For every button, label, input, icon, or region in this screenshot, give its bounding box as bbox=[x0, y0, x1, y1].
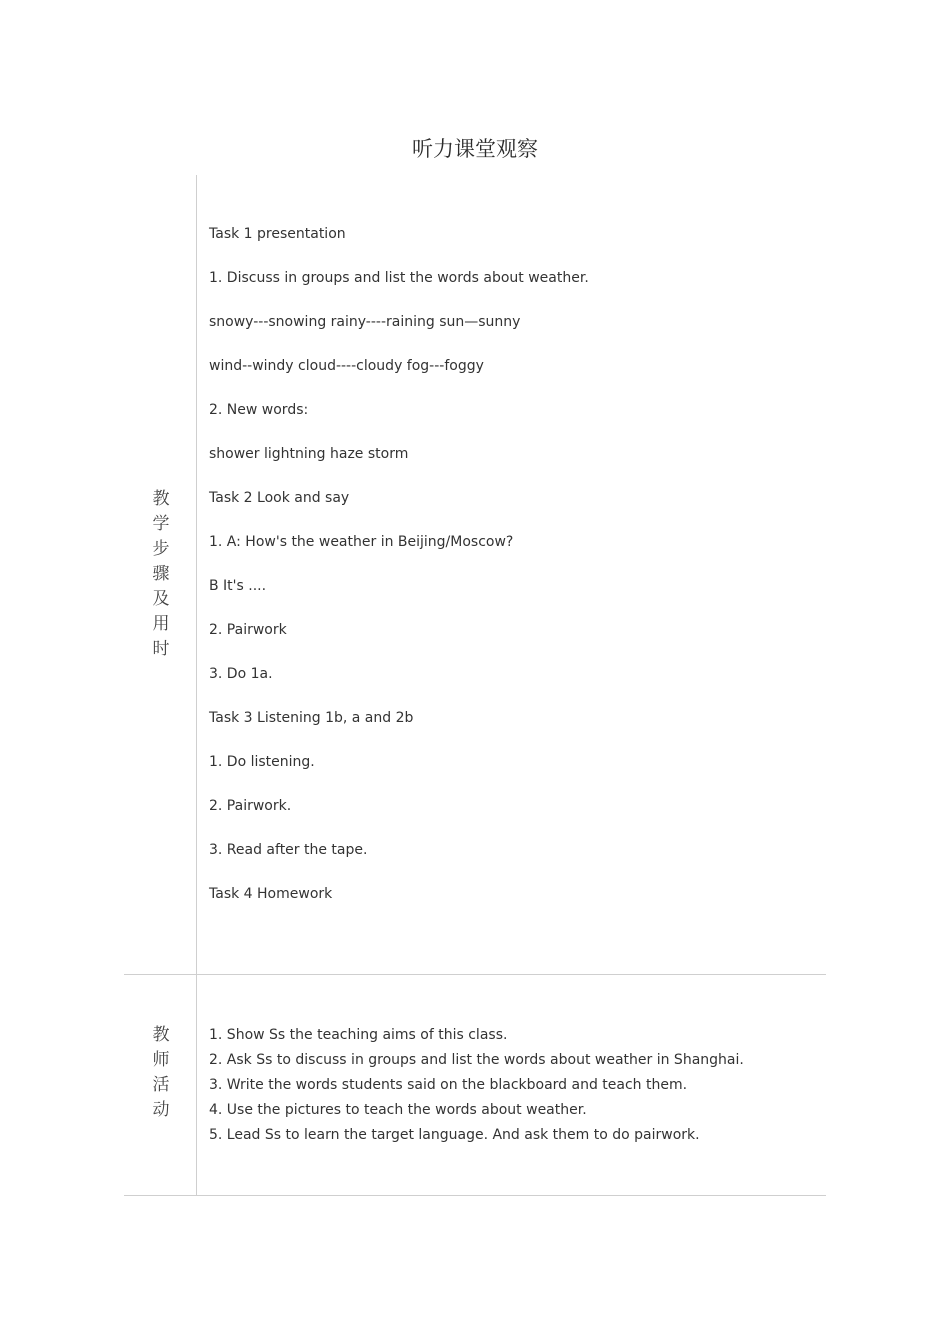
step-line: 2. Pairwork. bbox=[209, 798, 292, 814]
label-char: 学 bbox=[152, 514, 170, 534]
step-line: 2. Pairwork bbox=[209, 622, 287, 638]
page-title: 听力课堂观察 bbox=[412, 137, 538, 161]
label-char: 时 bbox=[152, 639, 170, 659]
step-line: shower lightning haze storm bbox=[209, 446, 409, 462]
activity-line: 1. Show Ss the teaching aims of this class. bbox=[209, 1027, 508, 1043]
step-line: B It's .... bbox=[209, 578, 267, 594]
label-char: 教 bbox=[152, 489, 170, 509]
table-bottom-border bbox=[124, 1195, 826, 1196]
step-line: 1. A: How's the weather in Beijing/Moscow? bbox=[209, 534, 514, 550]
step-line: 2. New words: bbox=[209, 402, 309, 418]
step-line: Task 2 Look and say bbox=[209, 490, 350, 506]
step-line: 3. Read after the tape. bbox=[209, 842, 368, 858]
label-char: 骤 bbox=[152, 564, 170, 584]
row-label-teacher-activities bbox=[146, 1023, 176, 1123]
step-line: 1. Discuss in groups and list the words about weather. bbox=[209, 270, 589, 286]
step-line: 3. Do 1a. bbox=[209, 666, 273, 682]
label-char: 动 bbox=[152, 1100, 170, 1120]
column-divider-row2 bbox=[196, 975, 197, 1196]
column-divider-row1 bbox=[196, 175, 197, 975]
step-line: Task 3 Listening 1b, a and 2b bbox=[209, 710, 414, 726]
label-char: 及 bbox=[152, 589, 170, 609]
step-line: 1. Do listening. bbox=[209, 754, 315, 770]
step-line: Task 1 presentation bbox=[209, 226, 346, 242]
label-char: 教 bbox=[152, 1025, 170, 1045]
activity-line: 4. Use the pictures to teach the words about weather. bbox=[209, 1102, 587, 1118]
row-divider bbox=[124, 974, 826, 975]
step-line: wind--windy cloud----cloudy fog---foggy bbox=[209, 358, 484, 374]
label-char: 活 bbox=[152, 1075, 170, 1095]
step-line: snowy---snowing rainy----raining sun—sunny bbox=[209, 314, 521, 330]
step-line: Task 4 Homework bbox=[209, 886, 333, 902]
row-label-teaching-steps bbox=[146, 487, 176, 662]
label-char: 步 bbox=[152, 539, 170, 559]
activity-line: 3. Write the words students said on the blackboard and teach them. bbox=[209, 1077, 688, 1093]
activity-line: 5. Lead Ss to learn the target language. And ask them to do pairwork. bbox=[209, 1127, 700, 1143]
teaching-steps-list bbox=[209, 222, 809, 926]
label-char: 用 bbox=[152, 614, 170, 634]
activity-line: 2. Ask Ss to discuss in groups and list the words about weather in Shanghai. bbox=[209, 1052, 744, 1068]
label-char: 师 bbox=[152, 1050, 170, 1070]
teacher-activities-list bbox=[209, 1023, 809, 1148]
